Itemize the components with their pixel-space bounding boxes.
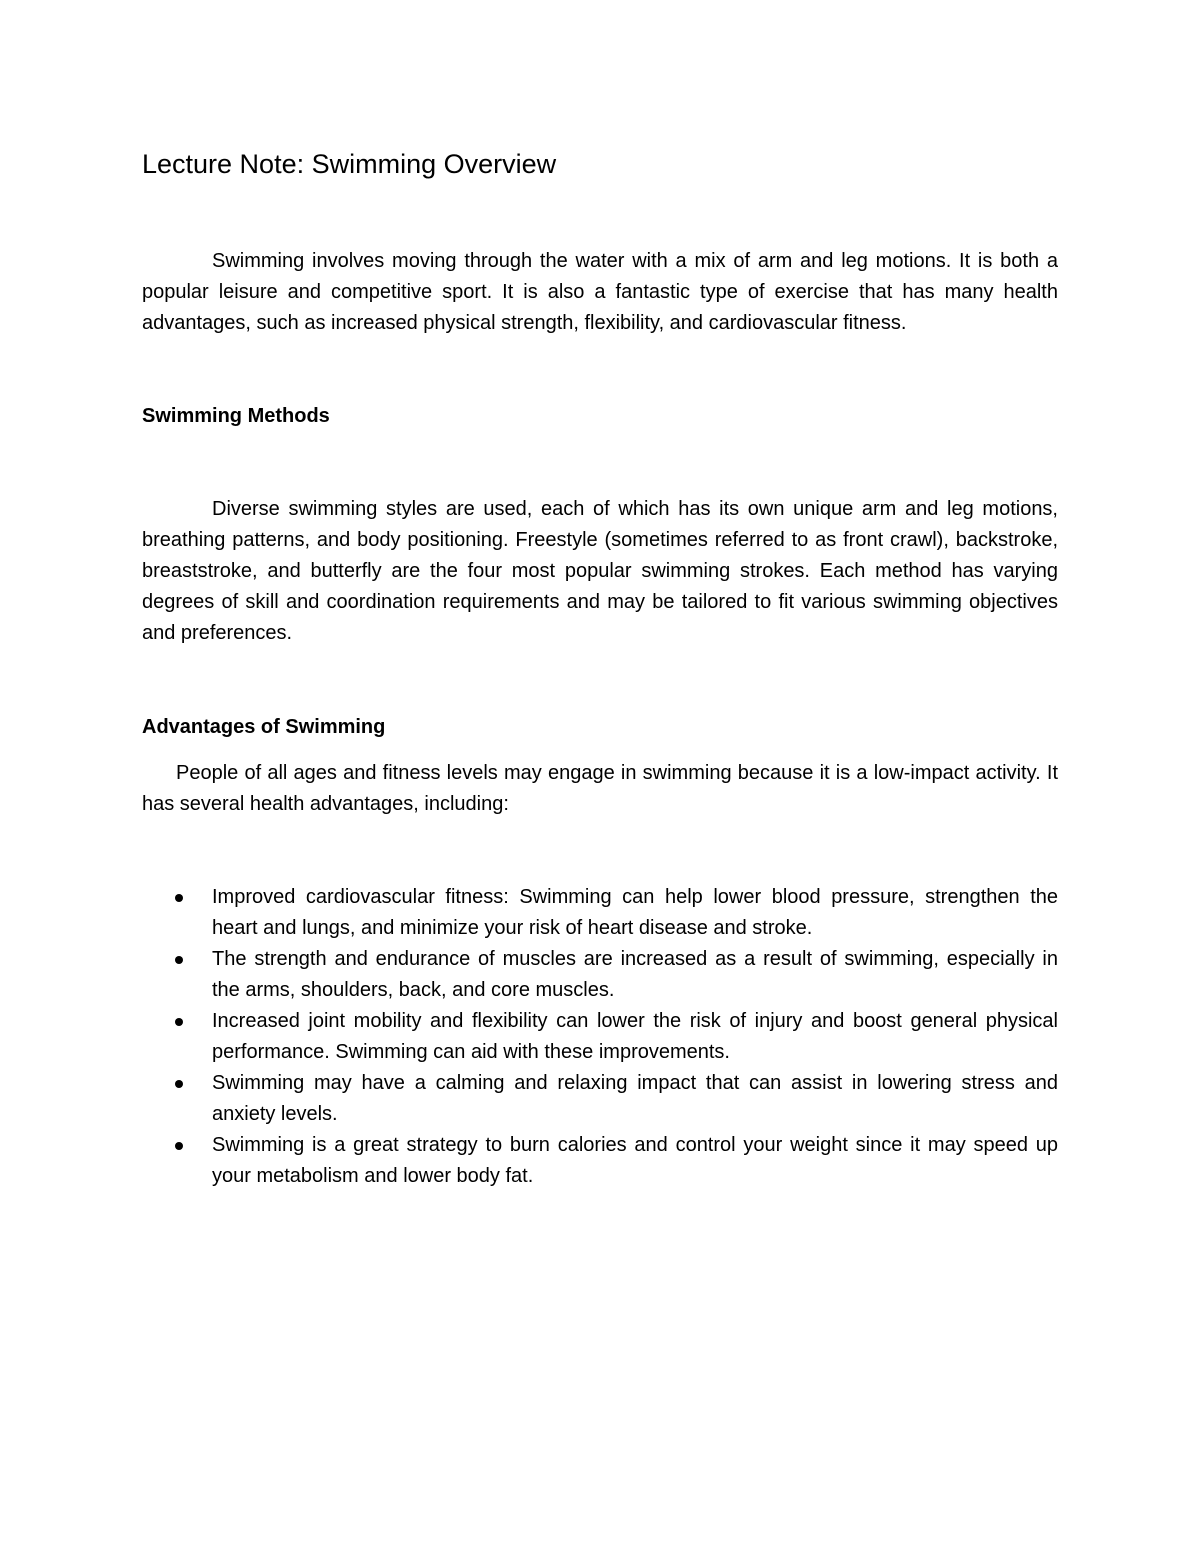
list-item bbox=[142, 944, 1058, 1006]
list-item-text: Improved cardiovascular fitness: Swimming can help lower blood pressure, strengthen the heart and lungs, and minimize your risk of heart disease and stroke. bbox=[212, 886, 1058, 939]
list-item bbox=[142, 882, 1058, 944]
intro-paragraph: Swimming involves moving through the water with a mix of arm and leg motions. It is both a popular leisure and competitive sport. It is also a fantastic type of exercise that has many health advantages, such as increased physical strength, flexibility, and cardiovascular fitness. bbox=[142, 250, 1058, 334]
list-item bbox=[142, 1068, 1058, 1130]
bullet-icon bbox=[175, 956, 183, 964]
advantages-heading: Advantages of Swimming bbox=[142, 716, 386, 738]
list-item-text: Increased joint mobility and flexibility can lower the risk of injury and boost general physical performance. Swimming can aid with these improvements. bbox=[212, 1010, 1058, 1063]
list-item bbox=[142, 1006, 1058, 1068]
bullet-icon bbox=[175, 1018, 183, 1026]
methods-paragraph: Diverse swimming styles are used, each of which has its own unique arm and leg motions, breathing patterns, and body positioning. Freestyle (sometimes referred to as front crawl), backstroke, breaststroke, and butterfly are the four most popular swimming strokes. Each method has varying degrees of skill and coordination requirements and may be tailored to fit various swimming objectives and preferences. bbox=[142, 498, 1058, 644]
page-title: Lecture Note: Swimming Overview bbox=[142, 149, 557, 179]
bullet-icon bbox=[175, 1142, 183, 1150]
list-item-text: Swimming is a great strategy to burn calories and control your weight since it may speed up your metabolism and lower body fat. bbox=[212, 1134, 1058, 1187]
list-item-text: Swimming may have a calming and relaxing impact that can assist in lowering stress and anxiety levels. bbox=[212, 1072, 1058, 1125]
bullet-icon bbox=[175, 894, 183, 902]
list-item bbox=[142, 1130, 1058, 1192]
list-item-text: The strength and endurance of muscles are increased as a result of swimming, especially in the arms, shoulders, back, and core muscles. bbox=[212, 948, 1058, 1001]
advantages-paragraph: People of all ages and fitness levels may engage in swimming because it is a low-impact activity. It has several health advantages, including: bbox=[142, 762, 1058, 815]
methods-heading: Swimming Methods bbox=[142, 405, 330, 427]
bullet-icon bbox=[175, 1080, 183, 1088]
advantages-list bbox=[142, 882, 1058, 1192]
